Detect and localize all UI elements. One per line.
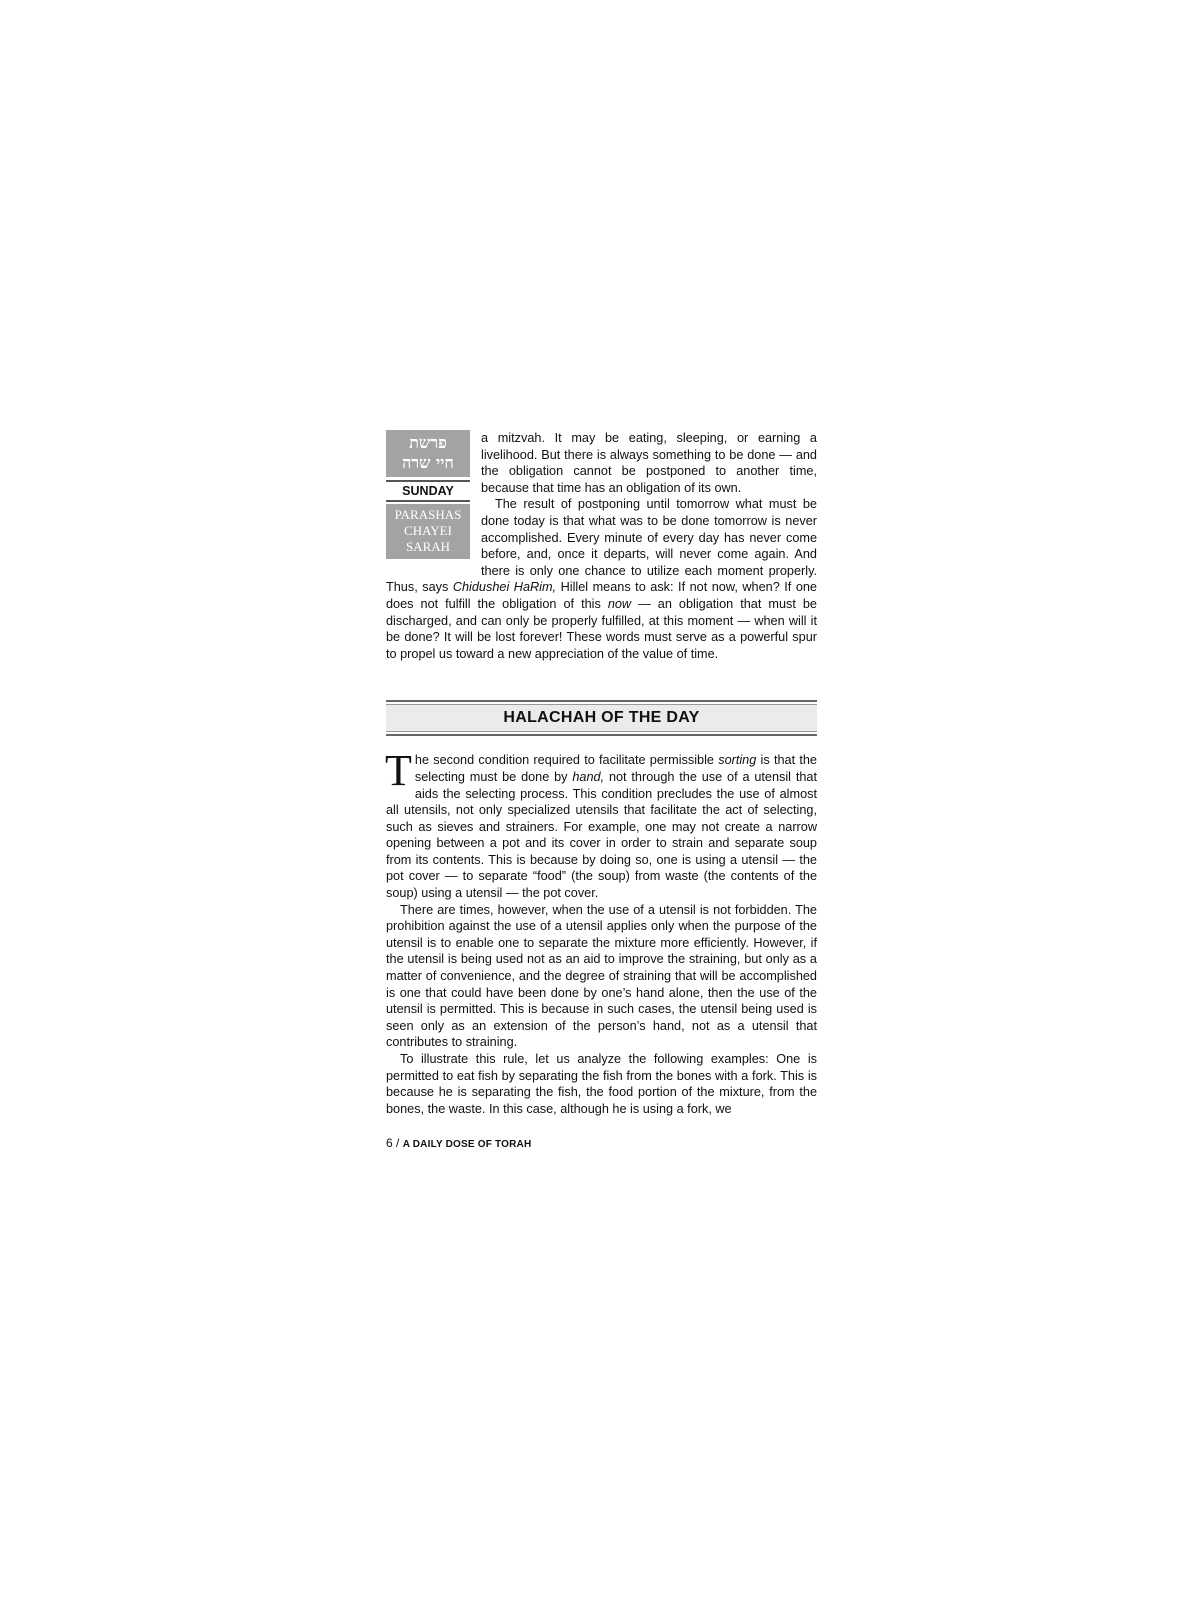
halachah-p1-text-a: he second condition required to facilitate permissible xyxy=(414,753,719,768)
halachah-body xyxy=(385,746,817,1117)
intro-paragraph-1: a mitzvah. It may be eating, sleeping, or earning a livelihood. But there is always something to be done — and the obligation cannot be postponed to another time, because that time has an obligation of its own. xyxy=(481,431,817,495)
intro-p2-italic-1: Chidushei HaRim, xyxy=(452,580,557,595)
parasha-name-block xyxy=(386,504,470,559)
parasha-line-1: PARASHAS xyxy=(394,507,462,522)
halachah-p1-italic-2: hand, xyxy=(572,769,605,784)
section-header xyxy=(386,700,817,736)
book-page xyxy=(386,430,817,1150)
hebrew-line-2: חיי שרה xyxy=(402,453,454,472)
parasha-line-3: SARAH xyxy=(405,539,451,554)
intro-p2-text-c: — an obligation that must be discharged, and can only be properly fulfilled, at this moment — when will it be done? It will be lost forever! These words must serve as a powerful spur to propel us toward a new appreciation of the value of time. xyxy=(386,596,817,661)
intro-p2-italic-2: now xyxy=(607,596,632,611)
halachah-p1-italic-1: sorting xyxy=(718,753,757,768)
hebrew-line-1: פרשת xyxy=(409,433,447,452)
drop-cap-letter: T xyxy=(385,746,412,796)
hebrew-parasha-title xyxy=(386,430,470,477)
halachah-p1-text-b: is that the selecting must be done by xyxy=(414,753,817,784)
halachah-p1-text-c: not through the use of a utensil that aids the selecting process. This condition precludes the use of almost all utensils, not only specialized utensils that facilitate the act of selecting, such as sieves and strainers. For example, one may not create a narrow opening between a pot and its cover in order to strain and separate soup from its contents. This is because by doing so, one is using a utensil — the pot cover — to separate “food” (the soup) from waste (the contents of the soup) using a utensil — the pot cover. xyxy=(386,769,817,901)
halachah-paragraph-2: There are times, however, when the use of a utensil is not forbidden. The prohibition against the use of a utensil applies only when the purpose of the utensil is to enable one to separate the mixture more efficiently. However, if the utensil is being used not as an aid to improve the straining, but only as a matter of convenience, and the degree of straining that will be accomplished is one that could have been done by one’s hand alone, then the use of the utensil is permitted. This is because in such cases, the utensil being used is seen only as an extension of the person’s hand, not as a utensil that contributes to straining. xyxy=(386,902,817,1050)
day-label: SUNDAY xyxy=(386,480,470,502)
footer-separator: / xyxy=(396,1136,400,1151)
page-footer xyxy=(386,1136,817,1150)
halachah-paragraph-3: To illustrate this rule, let us analyze the following examples: One is permitted to eat fish by separating the fish from the bones with a fork. This is because he is separating the fish, the food portion of the mixture, from the bones, the waste. In this case, although he is using a fork, we xyxy=(386,1052,817,1116)
parasha-line-2: CHAYEI xyxy=(404,523,452,538)
book-title: A DAILY DOSE OF TORAH xyxy=(402,1139,532,1151)
section-title: HALACHAH OF THE DAY xyxy=(386,704,817,732)
intro-p2-text-a: The result of postponing until tomorrow what must be done today is that what was to be done tomorrow is never accomplished. Every minute of every day has never come before, and, once it departs, will never come again. And there is only one chance to utilize each moment properly. Thus, says xyxy=(386,497,817,595)
page-number: 6 xyxy=(386,1136,393,1151)
halachah-paragraph-1 xyxy=(385,746,817,901)
parasha-sidebar xyxy=(386,430,470,559)
intro-p2-text-b: Hillel means to ask: If not now, when? If one does not fulfill the obligation of this xyxy=(386,580,817,611)
